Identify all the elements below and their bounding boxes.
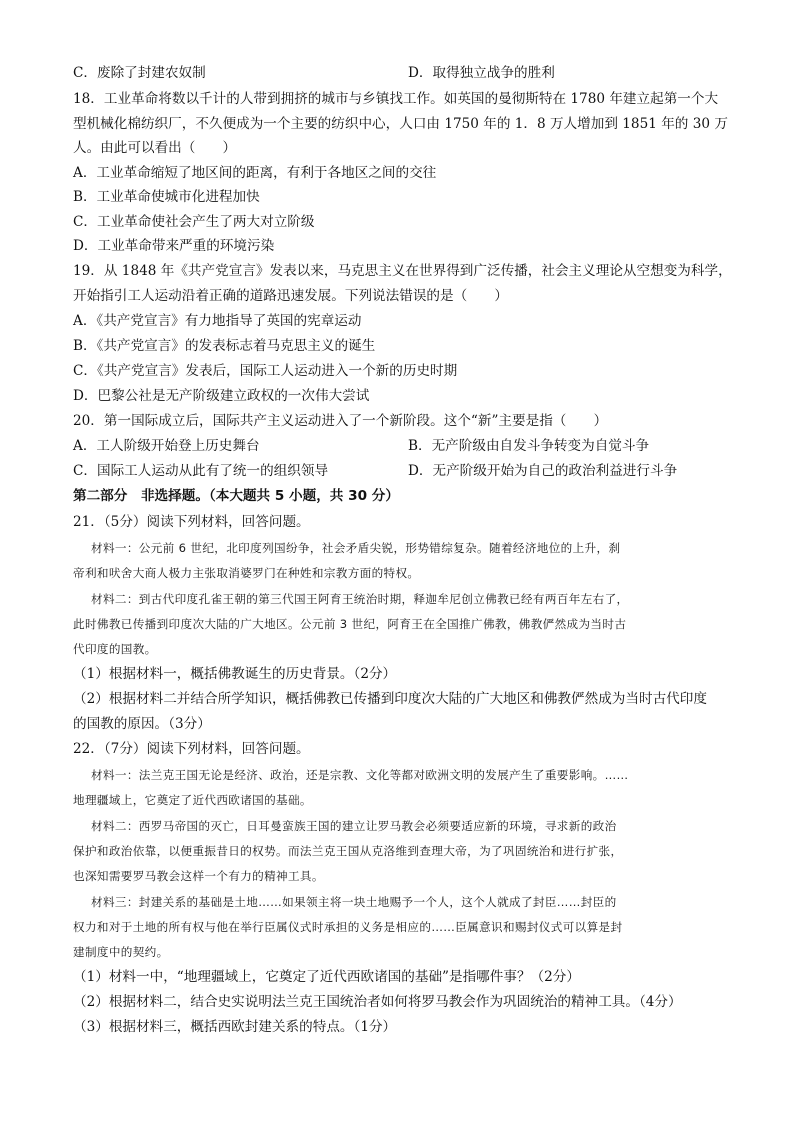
q18-option-b: B．工业革命使城市化进程加快	[73, 189, 260, 205]
q20-option-b: B．无产阶级由自发斗争转变为自觉斗争	[408, 438, 650, 454]
q19-option-c: C．《共产党宣言》发表后，国际工人运动进入一个新的历史时期	[73, 363, 458, 379]
q22-subquestion-2: （2）根据材料二，结合史实说明法兰克王国统治者如何将罗马教会作为巩固统治的精神工具。（4分）	[73, 994, 682, 1010]
q22-material-3-line-3: 建制度中的契约。	[73, 945, 169, 959]
q18-stem-line-2: 型机械化棉纺织厂，不久便成为一个主要的纺织中心，人口由 1750 年的 1．8 万人增加到 1851 年的 30 万	[73, 116, 728, 132]
q20-stem: 20．第一国际成立后，国际共产主义运动进入了一个新阶段。这个“新”主要是指（ ）	[73, 413, 608, 429]
q18-stem-line-3: 人。由此可以看出（ ）	[73, 140, 237, 156]
q22-subquestion-3: （3）根据材料三，概括西欧封建关系的特点。（1分）	[73, 1019, 397, 1035]
q21-material-2-line-1: 材料二：到古代印度孔雀王朝的第三代国王阿育王统治时期，释迦牟尼创立佛教已经有两百年左右了，	[91, 592, 629, 606]
part2-heading: 第二部分 非选择题。（本大题共 5 小题，共 30 分）	[73, 488, 399, 504]
q20-option-d: D．无产阶级开始为自己的政治利益进行斗争	[408, 463, 678, 479]
q20-option-c: C．国际工人运动从此有了统一的组织领导	[73, 463, 329, 479]
q22-material-1-line-2: 地理疆域上，它奠定了近代西欧诸国的基础。	[73, 793, 312, 807]
q22-material-3-line-1: 材料三：封建关系的基础是土地……如果领主将一块土地赐予一个人，这个人就成了封臣……封臣的	[91, 895, 617, 909]
q18-option-d: D．工业革命带来严重的环境污染	[73, 238, 275, 254]
q19-stem-line-2: 开始指引工人运动沿着正确的道路迅速发展。下列说法错误的是（ ）	[73, 288, 508, 304]
q21-material-2-line-3: 代印度的国教。	[73, 642, 157, 656]
q22-subquestion-1: （1）材料一中，“地理疆域上，它奠定了近代西欧诸国的基础”是指哪件事？（2分）	[73, 969, 580, 985]
q19-option-b: B．《共产党宣言》的发表标志着马克思主义的诞生	[73, 338, 376, 354]
q22-material-2-line-1: 材料二：西罗马帝国的灭亡，日耳曼蛮族王国的建立让罗马教会必须要适应新的环境，寻求新的政治	[91, 819, 617, 833]
q21-subquestion-2-line-2: 的国教的原因。（3分）	[73, 716, 211, 732]
q20-option-a: A．工人阶级开始登上历史舞台	[73, 438, 260, 454]
q22-intro: 22．（7分）阅读下列材料，回答问题。	[73, 741, 310, 757]
q17-option-d: D．取得独立战争的胜利	[408, 65, 555, 81]
q21-intro: 21．（5分）阅读下列材料，回答问题。	[73, 514, 310, 530]
q21-material-1-line-2: 帝利和吠舍大商人极力主张取消婆罗门在种姓和宗教方面的特权。	[73, 566, 420, 580]
q22-material-1-line-1: 材料一：法兰克王国无论是经济、政治，还是宗教、文化等都对欧洲文明的发展产生了重要影响。……	[91, 768, 629, 782]
q22-material-2-line-3: 也深知需要罗马教会这样一个有力的精神工具。	[73, 869, 324, 883]
q22-material-2-line-2: 保护和政治依靠，以便重振昔日的权势。而法兰克王国从克洛维到查理大帝，为了巩固统治和进行扩张，	[73, 844, 623, 858]
q21-subquestion-1: （1）根据材料一，概括佛教诞生的历史背景。（2分）	[73, 666, 397, 682]
q22-material-3-line-2: 权力和对于土地的所有权与他在举行臣属仪式时承担的义务是相应的……臣属意识和赐封仪式可以算是封	[73, 920, 623, 934]
q19-option-d: D．巴黎公社是无产阶级建立政权的一次伟大尝试	[73, 388, 370, 404]
q19-option-a: A．《共产党宣言》有力地指导了英国的宪章运动	[73, 313, 362, 329]
q17-option-c: C．废除了封建农奴制	[73, 65, 206, 81]
q21-material-2-line-2: 此时佛教已传播到印度次大陆的广大地区。公元前 3 世纪，阿育王在全国推广佛教，佛教俨然成为当时古	[73, 617, 627, 631]
q21-material-1-line-1: 材料一：公元前 6 世纪，北印度列国纷争，社会矛盾尖锐，形势错综复杂。随着经济地位的上升，刹	[91, 541, 621, 555]
q18-option-c: C．工业革命使社会产生了两大对立阶级	[73, 214, 315, 230]
q18-stem-line-1: 18．工业革命将数以千计的人带到拥挤的城市与乡镇找工作。如英国的曼彻斯特在 1780 年建立起第一个大	[73, 91, 719, 107]
q21-subquestion-2-line-1: （2）根据材料二并结合所学知识，概括佛教已传播到印度次大陆的广大地区和佛教俨然成为当时古代印度	[73, 691, 707, 707]
q19-stem-line-1: 19．从 1848 年《共产党宣言》发表以来，马克思主义在世界得到广泛传播，社会主义理论从空想变为科学，	[73, 263, 732, 279]
q18-option-a: A．工业革命缩短了地区间的距离，有利于各地区之间的交往	[73, 165, 437, 181]
